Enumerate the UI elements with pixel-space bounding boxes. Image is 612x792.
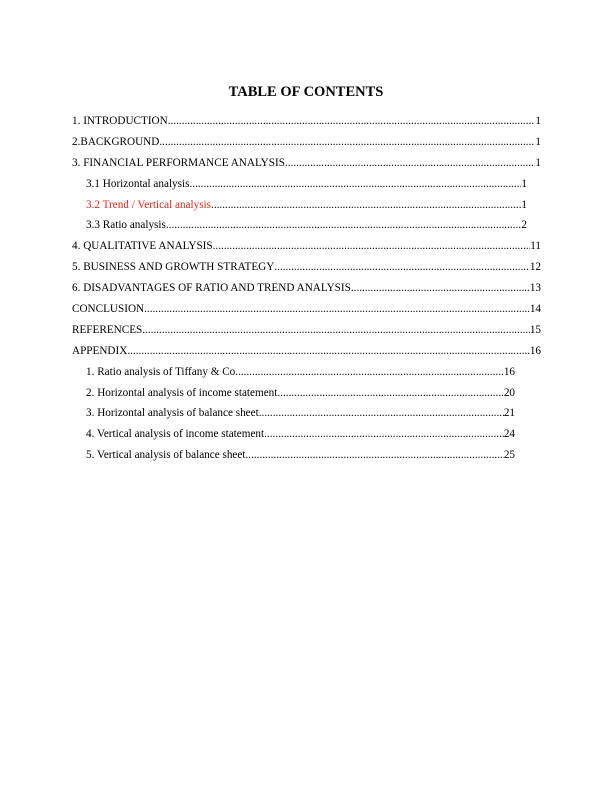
toc-entry-page: 16 <box>503 365 515 378</box>
toc-entry-label: 3. FINANCIAL PERFORMANCE ANALYSIS <box>72 156 285 169</box>
toc-entry-page: 25 <box>503 449 515 462</box>
toc-entry-page: 1 <box>535 156 541 169</box>
toc-entry-label: 3.2 Trend / Vertical analysis <box>86 198 212 211</box>
toc-entry-page: 24 <box>503 428 515 441</box>
toc-leader-dots <box>127 341 529 362</box>
toc-entry-label: 5. Vertical analysis of balance sheet <box>86 449 246 462</box>
toc-entry-label: 3.3 Ratio analysis <box>86 219 166 232</box>
toc-leader-dots <box>285 153 535 174</box>
toc-entry-label: 4. QUALITATIVE ANALYSIS <box>72 240 213 253</box>
toc-entry-conclusion[interactable] <box>72 299 541 320</box>
toc-entry-appendix-horizontal-income[interactable] <box>86 383 515 404</box>
toc-entry-label: 2. Horizontal analysis of income statement <box>86 386 278 399</box>
toc-entry-background[interactable] <box>72 132 541 153</box>
toc-entry-label: 3.1 Horizontal analysis <box>86 177 190 190</box>
toc-entry-financial-performance[interactable] <box>72 153 541 174</box>
toc-entry-appendix-ratio-analysis[interactable] <box>86 362 515 383</box>
toc-entry-references[interactable] <box>72 320 541 341</box>
toc-leader-dots <box>168 111 536 132</box>
toc-leader-dots <box>259 403 504 424</box>
toc-leader-dots <box>277 383 503 404</box>
toc-entry-label: APPENDIX <box>72 344 128 357</box>
toc-entry-page: 1 <box>521 177 527 190</box>
toc-entry-label: 6. DISADVANTAGES OF RATIO AND TREND ANALYSIS <box>72 282 351 295</box>
toc-leader-dots <box>166 215 522 236</box>
toc-entry-page: 2 <box>521 219 527 232</box>
toc-entry-label: 1. INTRODUCTION <box>72 115 168 127</box>
toc-leader-dots <box>245 445 503 466</box>
toc-entry-page: 1 <box>535 115 541 127</box>
toc-leader-dots <box>274 257 529 278</box>
toc-entry-label: 3. Horizontal analysis of balance sheet <box>86 407 259 420</box>
toc-entry-page: 14 <box>529 303 541 316</box>
toc-entry-label: CONCLUSION <box>72 303 145 316</box>
toc-entry-appendix-vertical-balance[interactable] <box>86 445 515 466</box>
toc-entry-page: 12 <box>529 261 541 274</box>
toc-entry-label: REFERENCES <box>72 323 143 336</box>
toc-entry-label: 5. BUSINESS AND GROWTH STRATEGY <box>72 261 275 274</box>
toc-entry-page: 21 <box>503 407 515 420</box>
toc-entry-page: 1 <box>535 135 541 148</box>
toc-entry-page: 13 <box>529 282 541 295</box>
toc-entry-label: 1. Ratio analysis of Tiffany & Co. <box>86 365 239 378</box>
toc-entry-page: 20 <box>503 386 515 399</box>
toc-entry-appendix-horizontal-balance[interactable] <box>86 403 515 424</box>
toc-entry-introduction[interactable] <box>72 111 541 132</box>
toc-entry-page: 15 <box>529 323 541 336</box>
toc-entry-appendix[interactable] <box>72 341 541 362</box>
toc-entry-horizontal-analysis[interactable] <box>86 174 527 195</box>
toc-leader-dots <box>351 278 530 299</box>
toc-leader-dots <box>159 132 535 153</box>
toc-leader-dots <box>264 424 504 445</box>
toc-leader-dots <box>144 299 530 320</box>
toc-entry-business-growth-strategy[interactable] <box>72 257 541 278</box>
toc-entry-label: 4. Vertical analysis of income statement <box>86 428 265 441</box>
toc-entry-appendix-vertical-income[interactable] <box>86 424 515 445</box>
toc-entry-label: 2.BACKGROUND <box>72 135 160 148</box>
toc-entry-page: 16 <box>529 344 541 357</box>
toc-entry-disadvantages[interactable] <box>72 278 541 299</box>
toc-entry-ratio-analysis[interactable] <box>86 215 527 236</box>
toc-leader-dots <box>211 195 521 216</box>
toc-title: TABLE OF CONTENTS <box>228 84 384 100</box>
toc-leader-dots <box>189 174 521 195</box>
toc-leader-dots <box>213 236 531 257</box>
toc-leader-dots <box>238 362 504 383</box>
toc-list <box>72 111 541 466</box>
toc-entry-page: 11 <box>530 240 541 253</box>
toc-leader-dots <box>142 320 530 341</box>
toc-entry-page: 1 <box>521 198 527 211</box>
toc-entry-trend-vertical-analysis[interactable] <box>86 195 527 216</box>
toc-entry-qualitative-analysis[interactable] <box>72 236 541 257</box>
